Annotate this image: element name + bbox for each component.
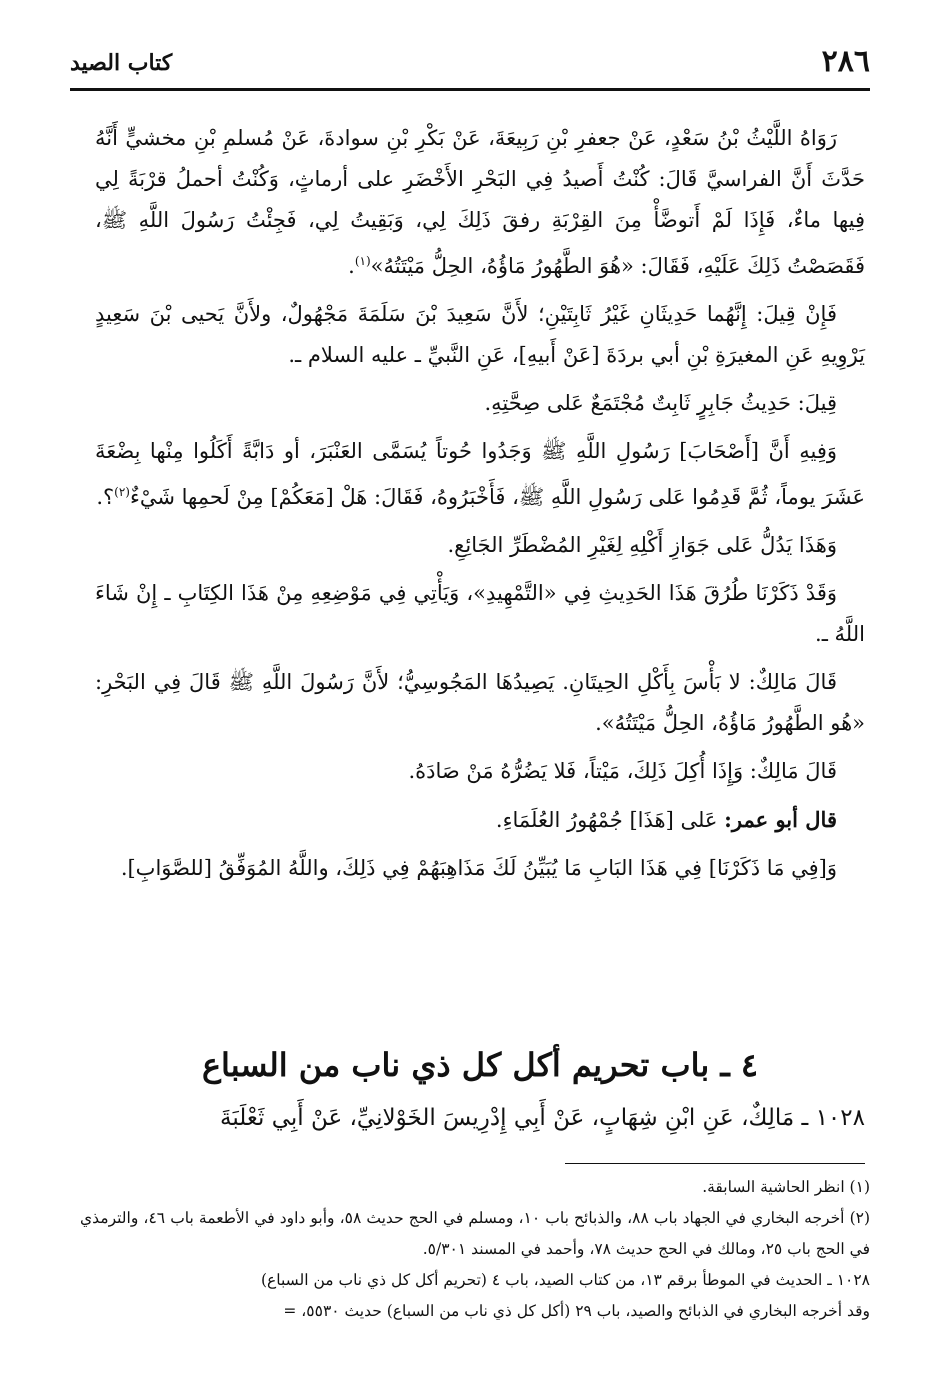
page-number: ٢٨٦ xyxy=(821,44,870,79)
footnote-mark: (١) xyxy=(354,254,371,268)
main-text xyxy=(95,118,865,896)
footnote-mark: (٢) xyxy=(114,485,130,499)
paragraph: وَفِيهِ أَنَّ [أَصْحَابَ] رَسُولِ اللَّهِ ﷺ وَجَدُوا حُوتاً يُسَمَّى العَنْبَرَ، أو دَابَّةً أَكَلُوا مِنْها بِضْعَةَ عَشَرَ يوماً، ثُمَّ قَدِمُوا عَلى رَسُولِ اللَّهِ ﷺ، فَأَخْبَرُوهُ، فَقَالَ: هَلْ [مَعَكُمْ] مِنْ لَحمِها شَيْءٌ$^{(٢)}$؟. xyxy=(95,439,865,509)
paragraph: فَإِنْ قِيلَ: إِنَّهُما حَدِيثَانِ غَيْرُ ثَابِتَيْنِ؛ لأَنَّ سَعِيدَ بْنَ سَلَمَةَ مَجْهُولٌ، ولأَنَّ يَحيى بْنَ سَعِيدٍ يَرْوِيهِ عَنِ المغيرَةِ بْنِ أبي بردَةَ [عَنْ أَبيهِ]، عَنِ النَّبيِّ ـ عليه السلام ـ. xyxy=(95,302,865,367)
header-rule xyxy=(70,88,870,91)
paragraph: قِيلَ: حَدِيثُ جَابِرٍ ثَابِتٌ مُجْتَمَعٌ عَلى صِحَّتِهِ. xyxy=(484,391,837,415)
paragraph: وَ[فِي مَا ذَكَرْنَا] فِي هَذَا البَابِ مَا يُبَيِّنُ لَكَ مَذَاهِبَهُمْ فِي ذَلِكَ، واللَّهُ المُوَفِّقُ [للصَّوَابِ]. xyxy=(120,856,837,880)
paragraph: وَقَدْ ذَكَرْنَا طُرُقَ هَذَا الحَدِيثِ فِي «التَّمْهِيدِ»، وَيَأْتِي فِي مَوْضِعِهِ مِنْ هَذَا الكِتَابِ ـ إِنْ شَاءَ اللَّهُ ـ. xyxy=(95,581,865,646)
footnote-1: (١) انظر الحاشية السابقة. xyxy=(702,1178,870,1196)
footnote-1028-cont: وقد أخرجه البخاري في الذبائح والصيد، باب ٢٩ (أكل كل ذي ناب من السباع) حديث ٥٥٣٠، = xyxy=(283,1302,870,1320)
footnotes xyxy=(80,1172,870,1327)
book-title: كتاب الصيد xyxy=(70,50,173,76)
chapter-heading: ٤ ـ باب تحريم أكل كل ذي ناب من السباع xyxy=(201,1046,759,1084)
paragraph: وَهَذَا يَدُلُّ عَلى جَوَازِ أَكْلِهِ لِغَيْرِ المُضْطَرِّ الجَائِعِ. xyxy=(447,533,837,557)
footnote-2: (٢) أخرجه البخاري في الجهاد باب ٨٨، والذبائح باب ١٠، ومسلم في الحج حديث ٥٨، وأبو داود في الأطعمة باب ٤٦، والترمذي في الحج باب ٢٥، ومالك في الحج حديث ٧٨، وأحمد في المسند ٥/٣٠١. xyxy=(80,1209,871,1258)
paragraph: قال أبو عمر: عَلى [هَذَا] جُمْهُورُ العُلَمَاءِ. xyxy=(495,807,837,832)
page-header xyxy=(70,44,870,84)
paragraph: قَالَ مَالِكٌ: لا بَأْسَ بِأَكْلِ الحِيتَانِ. يَصِيدُهَا المَجُوسِيُّ؛ لأَنَّ رَسُولَ اللَّهِ ﷺ قَالَ فِي البَحْرِ: «هُو الطَّهُورُ مَاؤُهُ، الحِلُّ مَيْتَتُهُ». xyxy=(95,670,865,735)
hadith-1028: ١٠٢٨ ـ مَالِكٌ، عَنِ ابْنِ شِهَابٍ، عَنْ أَبِي إِدْرِيسَ الخَوْلانِيِّ، عَنْ أَبِي ثَعْلَبَةَ xyxy=(220,1105,865,1131)
footnote-1028: ١٠٢٨ ـ الحديث في الموطأ برقم ١٣، من كتاب الصيد، باب ٤ (تحريم أكل كل ذي ناب من السباع) xyxy=(260,1271,870,1289)
abu-omar-label: قال أبو عمر: xyxy=(724,807,837,832)
paragraph: رَوَاهُ اللَّيْثُ بْنُ سَعْدٍ، عَنْ جعفرِ بْنِ رَبِيعَةَ، عَنْ بَكْرِ بْنِ سوادةَ، عَنْ مُسلمِ بْنِ مخشيٍّ أَنَّهُ حَدَّثَ أَنَّ الفراسيَّ قَالَ: كُنْتُ أَصيدُ فِي البَحْرِ الأَخْضَرِ على أرماثٍ، وَكُنْتُ أحملُ قرْبَةً لِي فِيها ماءٌ، فَإِذَا لَمْ أَتوضَّأْ مِنَ القِرْبَةِ رفقَ ذَلِكَ لِي، وَبَقِيتُ لِي، فَجِئْتُ رَسُولَ اللَّهِ ﷺ، فَقَصَصْتُ ذَلِكَ عَلَيْهِ، فَقَالَ: «هُوَ الطَّهُورُ مَاؤُهُ، الحِلُّ مَيْتَتُهُ»$^{(١)}$. xyxy=(95,126,865,278)
paragraph: قَالَ مَالِكٌ: وَإِذَا أُكِلَ ذَلِكَ، مَيْتاً، فَلا يَضُرُّهُ مَنْ صَادَهُ. xyxy=(408,759,837,783)
footnote-rule xyxy=(565,1163,865,1164)
